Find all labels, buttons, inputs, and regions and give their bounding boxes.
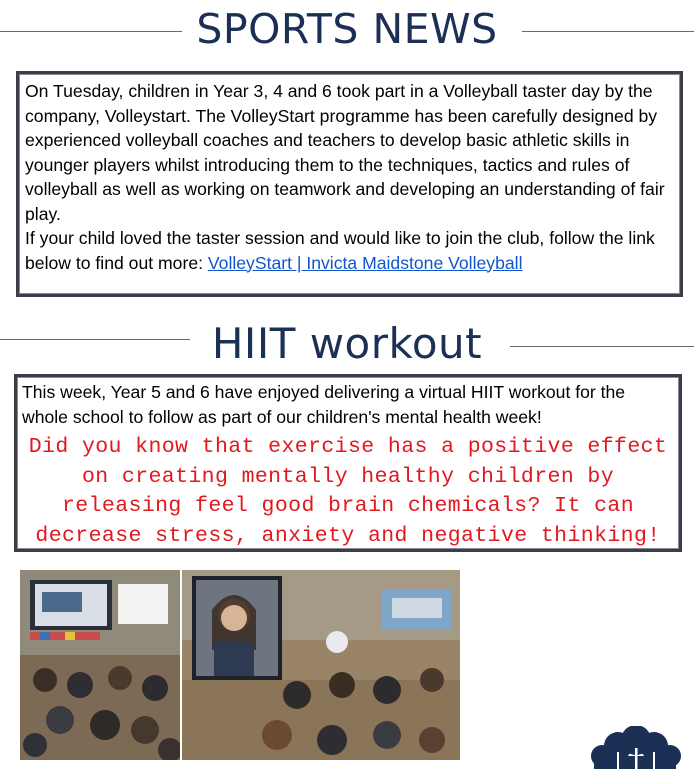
hiit-header xyxy=(0,318,694,374)
tree-logo-graphic xyxy=(584,726,684,769)
sports-news-followup xyxy=(25,226,674,275)
sports-news-header xyxy=(0,0,694,60)
classroom-photo-1-graphic xyxy=(20,570,180,760)
classroom-photo-2-graphic xyxy=(182,570,460,760)
right-rule xyxy=(522,31,694,32)
hiit-box xyxy=(14,374,682,552)
sports-news-title: SPORTS NEWS xyxy=(196,5,498,53)
classroom-photo-2 xyxy=(182,570,460,760)
hiit-title: HIIT workout xyxy=(211,319,483,368)
sports-news-box xyxy=(16,71,683,297)
sports-news-text xyxy=(25,79,674,275)
mental-health-fact: Did you know that exercise has a positive effect on creating mentally healthy children by releasing feel good brain chemicals? It can decrease stress, anxiety and negative thinking! xyxy=(28,435,668,548)
sports-news-paragraph: On Tuesday, children in Year 3, 4 and 6 took part in a Volleyball taster day by the company, Volleystart. The VolleyStart programme has been carefully designed by experienced volleyball coaches and teachers to develop basic athletic skills in younger players whilst introducing them to the techniques, tactics and rules of volleyball as well as working on teamwork and developing an understanding of fair play. xyxy=(25,81,665,224)
classroom-photo-1 xyxy=(20,570,180,760)
followup-text: If your child loved the taster session and would like to join the club, follow the link below to find out more: xyxy=(25,228,655,273)
right-rule xyxy=(510,346,694,347)
tree-logo-icon xyxy=(584,726,684,769)
hiit-intro: This week, Year 5 and 6 have enjoyed delivering a virtual HIIT workout for the whole school to follow as part of our children's mental health week! xyxy=(22,382,626,427)
volleystart-link[interactable]: VolleyStart | Invicta Maidstone Volleyball xyxy=(207,252,523,273)
